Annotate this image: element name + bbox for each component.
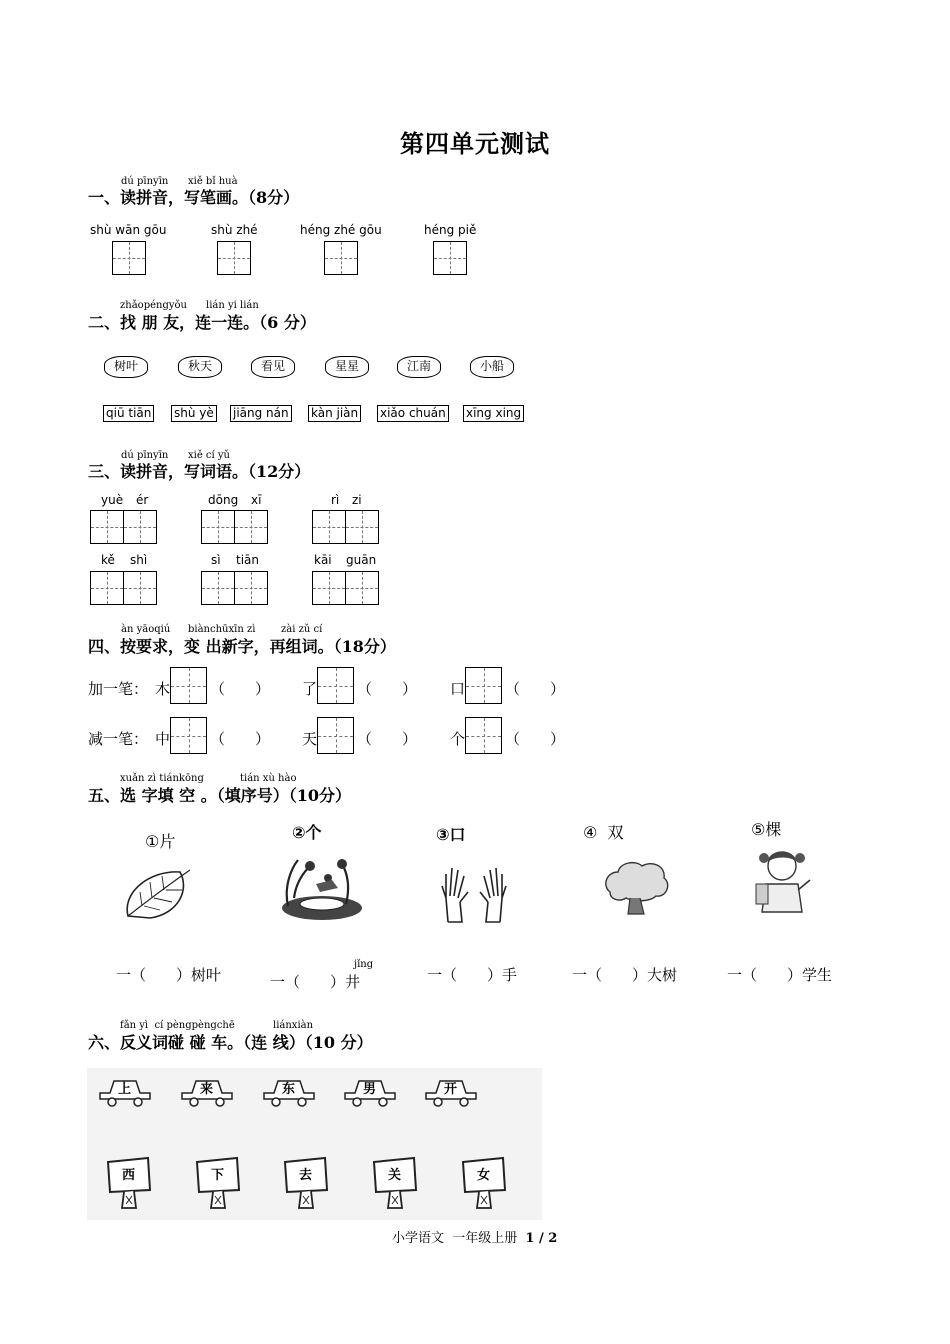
s3-py-2a: dōng [208,493,239,507]
s3-py-5b: tiān [236,553,259,567]
stroke-label-2: shù zhé [211,223,258,237]
add-char-1: 木 [155,680,171,698]
sub-stroke-label: 减一笔： [88,730,149,748]
sub-box-3[interactable] [465,717,502,754]
add-box-1[interactable] [170,667,207,704]
s4-pinyin-1: àn yāoqiú [121,624,171,635]
section-6-heading [88,1030,373,1053]
option-3: ③口 [436,825,466,844]
pinyin-box-2[interactable]: shù yè [171,405,217,422]
s4-pinyin-2: biànchūxīn zì [188,624,256,635]
s5-pinyin-2: tián xù hào [240,773,297,784]
car-label-3: 东 [282,1082,296,1097]
s1-pinyin-2: xiě bǐ huà [188,176,238,187]
s4-pinyin-3: zài zǔ cí [281,624,323,635]
sub-paren-1[interactable]: （ ） [210,730,271,748]
jing-pinyin: jǐng [354,959,374,970]
s3-box-2b[interactable] [234,510,268,544]
sub-box-1[interactable] [170,717,207,754]
sign-label-5: 女 [477,1168,491,1183]
stroke-box-4[interactable] [433,241,467,275]
phrase-2[interactable]: 一（ ）井 [270,973,361,991]
car-label-1: 上 [118,1082,132,1097]
s6-text: 反义词碰 碰 车。（连 线） [120,1033,305,1052]
s3-py-1b: ér [136,493,149,507]
s3-py-6a: kāi [314,553,332,567]
s6-prefix: 六、 [88,1033,121,1052]
add-paren-1[interactable]: （ ） [210,680,271,698]
s1-score: （8分） [248,188,300,207]
s4-text: 按要求，变 出新字，再组词。 [120,637,334,656]
add-box-3[interactable] [465,667,502,704]
sign-label-1: 西 [122,1168,136,1183]
s2-pinyin-2: lián yi lián [206,300,259,311]
page-footer [392,1227,557,1246]
option-4: ④ 双 [583,823,624,842]
sign-3[interactable] [281,1156,331,1210]
word-oval-2[interactable]: 秋天 [178,356,222,378]
car-5[interactable] [424,1075,478,1111]
s3-score: （12分） [248,462,311,481]
well-scene-icon [276,848,368,928]
s3-box-1a[interactable] [90,510,124,544]
s3-pinyin-1: dú pīnyīn [121,450,169,461]
s3-box-3a[interactable] [312,510,346,544]
s3-py-6b: guān [346,553,377,567]
pinyin-box-4[interactable]: kàn jiàn [308,405,361,422]
option-2: ②个 [292,823,322,842]
car-label-2: 来 [200,1082,214,1097]
stroke-label-4: héng piě [424,223,477,237]
section-2-heading [88,310,316,333]
add-char-2: 了 [302,680,318,698]
s3-py-1a: yuè [101,493,124,507]
sign-2[interactable] [193,1156,243,1210]
s3-box-6b[interactable] [345,571,379,605]
s3-py-3b: zi [352,493,362,507]
s3-py-4b: shì [130,553,148,567]
footer-text: 小学语文 一年级上册 [392,1231,518,1246]
s3-py-3a: rì [331,493,340,507]
s5-text: 选 字填 空 。（填序号） [120,786,289,805]
section-3-heading [88,459,310,482]
sub-box-2[interactable] [317,717,354,754]
s3-box-2a[interactable] [201,510,235,544]
s3-pinyin-2: xiě cí yǔ [188,450,231,461]
sub-char-3: 个 [450,730,466,748]
pinyin-box-1[interactable]: qiū tiān [103,405,154,422]
s2-text: 找 朋 友，连一连。 [120,313,260,332]
stroke-box-2[interactable] [217,241,251,275]
s3-box-5a[interactable] [201,571,235,605]
add-paren-2[interactable]: （ ） [357,680,418,698]
pinyin-box-5[interactable]: xiǎo chuán [377,405,449,422]
car-2[interactable] [180,1075,234,1111]
section-1-heading [88,185,299,208]
s6-score: （10 分） [304,1033,373,1052]
s3-box-1b[interactable] [123,510,157,544]
s3-prefix: 三、 [88,462,121,481]
pinyin-box-3[interactable]: jiāng nán [230,405,292,422]
s5-pinyin-1: xuǎn zì tiánkōng [120,773,204,784]
s3-box-4a[interactable] [90,571,124,605]
stroke-label-1: shù wān gōu [90,223,167,237]
hands-icon [438,862,510,924]
car-label-4: 男 [363,1082,377,1097]
option-5: ⑤棵 [751,820,782,839]
word-oval-4[interactable]: 星星 [325,356,369,378]
sign-4[interactable] [370,1156,420,1210]
sign-label-3: 去 [299,1168,313,1183]
stroke-box-3[interactable] [324,241,358,275]
page-title: 第四单元测试 [400,129,550,158]
sub-paren-2[interactable]: （ ） [357,730,418,748]
s5-score: （10分） [288,786,352,805]
s6-pinyin-2: liánxiàn [273,1020,314,1031]
word-oval-3[interactable]: 看见 [251,356,295,378]
phrase-3[interactable]: 一（ ）手 [427,966,518,984]
student-girl-icon [752,844,816,920]
page-number: 1 / 2 [525,1231,558,1246]
s3-py-2b: xī [251,493,262,507]
car-3[interactable] [262,1075,316,1111]
add-paren-3[interactable]: （ ） [505,680,566,698]
phrase-5[interactable]: 一（ ）学生 [727,966,833,984]
phrase-4[interactable]: 一（ ）大树 [572,966,678,984]
s3-py-5a: sì [211,553,221,567]
section-5-heading [88,783,351,806]
leaf-icon [120,862,200,924]
add-stroke-label: 加一笔： [88,680,149,698]
car-4[interactable] [343,1075,397,1111]
sign-1[interactable] [104,1156,154,1210]
s3-box-3b[interactable] [345,510,379,544]
add-char-3: 口 [450,680,466,698]
s2-score: （6 分） [259,313,316,332]
s1-text: 读拼音，写笔画。 [120,188,249,207]
word-oval-1[interactable]: 树叶 [104,356,148,378]
s3-py-4a: kě [101,553,115,567]
add-box-2[interactable] [317,667,354,704]
sign-label-4: 关 [388,1168,402,1183]
s3-box-6a[interactable] [312,571,346,605]
stroke-box-1[interactable] [112,241,146,275]
s2-prefix: 二、 [88,313,121,332]
section-4-heading [88,634,396,657]
s5-prefix: 五、 [88,786,121,805]
sub-char-1: 中 [155,730,171,748]
car-label-5: 开 [444,1082,458,1097]
sign-label-2: 下 [211,1168,225,1183]
s1-prefix: 一、 [88,188,121,207]
s4-prefix: 四、 [88,637,121,656]
tree-icon [600,856,672,918]
pinyin-box-6[interactable]: xīng xing [463,405,524,422]
s3-box-5b[interactable] [234,571,268,605]
s1-pinyin-1: dú pīnyīn [121,176,169,187]
s6-pinyin-1: fǎn yì cí pèngpèngchē [120,1020,235,1031]
s3-box-4b[interactable] [123,571,157,605]
phrase-1[interactable]: 一（ ）树叶 [116,966,222,984]
s4-score: （18分） [333,637,396,656]
car-1[interactable] [98,1075,152,1111]
s3-text: 读拼音，写词语。 [120,462,249,481]
s2-pinyin-1: zhǎopéngyǒu [120,300,187,311]
sub-paren-3[interactable]: （ ） [505,730,566,748]
sub-char-2: 天 [302,730,318,748]
word-oval-6[interactable]: 小船 [470,356,514,378]
sign-5[interactable] [459,1156,509,1210]
option-1: ①片 [145,832,176,851]
stroke-label-3: héng zhé gōu [300,223,382,237]
word-oval-5[interactable]: 江南 [397,356,441,378]
